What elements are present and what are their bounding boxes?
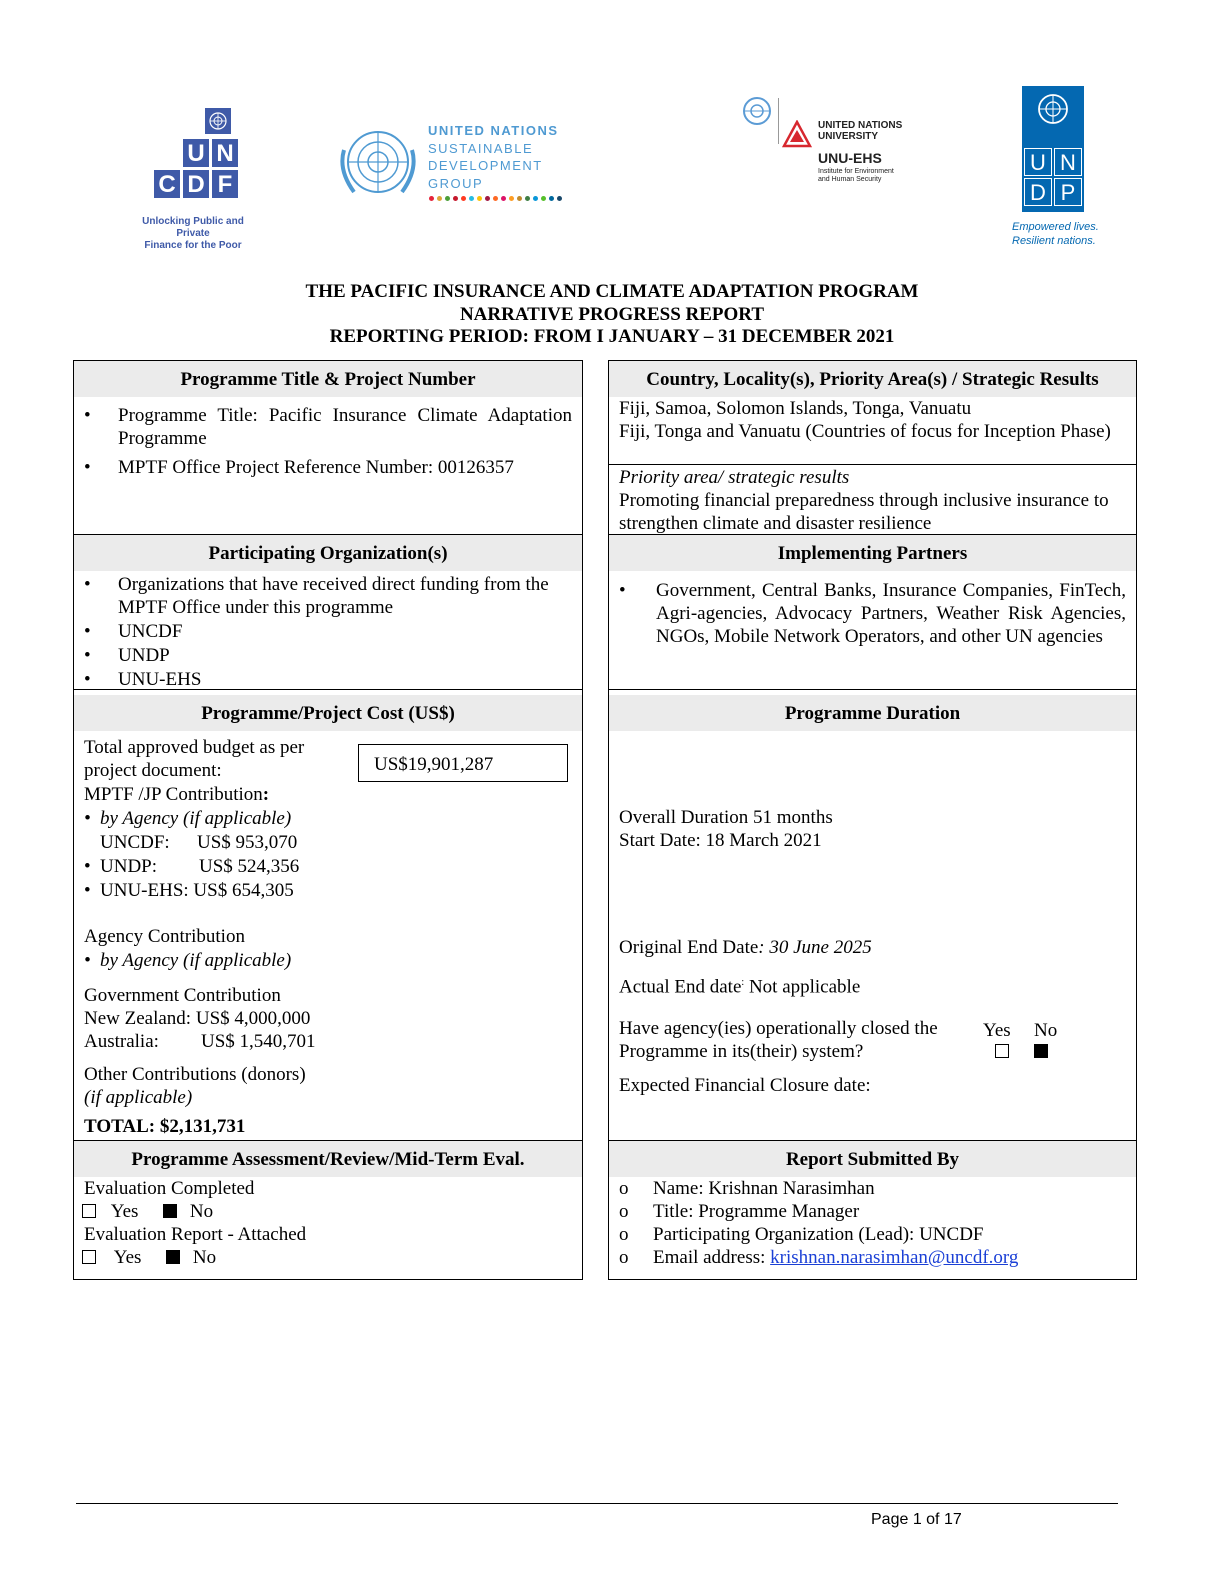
closed-question: Have agency(ies) operationally closed the Programme in its(their) system?	[619, 1018, 938, 1062]
implementing-partners-header: Implementing Partners	[609, 535, 1136, 571]
submitter-org: o Participating Organization (Lead): UNCDF	[609, 1223, 1126, 1246]
assessment-header: Programme Assessment/Review/Mid-Term Eval.	[74, 1141, 582, 1177]
sdg-dot	[517, 196, 522, 201]
right-column	[608, 360, 1137, 1280]
sdg-dot	[525, 196, 530, 201]
uncdf-contribution: UNCDF: US$ 953,070	[100, 832, 298, 853]
project-reference-item: • MPTF Office Project Reference Number: 00126357	[74, 456, 572, 479]
undp-contribution: • UNDP: US$ 524,356	[74, 855, 299, 878]
participating-org-item: • UNU-EHS	[74, 668, 572, 691]
eval-completed-yes-checkbox[interactable]	[82, 1204, 96, 1218]
actual-end-date: Actual End date: Not applicable	[619, 976, 861, 998]
closed-no-label: No	[1034, 1020, 1058, 1041]
unu-line5: and Human Security	[818, 176, 882, 183]
uncdf-letter: C	[154, 170, 180, 198]
submitter-title: o Title: Programme Manager	[609, 1200, 1126, 1223]
unsdg-line4: GROUP	[428, 175, 484, 191]
by-agency-label-2: • by Agency (if applicable)	[74, 949, 291, 972]
country-list: Fiji, Samoa, Solomon Islands, Tonga, Vanuatu	[619, 398, 972, 419]
other-contributions-sub: (if applicable)	[84, 1087, 193, 1108]
undp-letter: D	[1024, 178, 1052, 206]
start-date: Start Date: 18 March 2021	[619, 830, 822, 851]
unu-line3: UNU-EHS	[818, 150, 882, 166]
sdg-dot	[501, 196, 506, 201]
heading-line2: NARRATIVE PROGRESS REPORT	[459, 303, 765, 325]
un-emblem-icon	[205, 108, 231, 134]
closed-no-checkbox[interactable]	[1034, 1044, 1048, 1058]
sdg-dot	[557, 196, 562, 201]
participating-org-item: • UNCDF	[74, 620, 572, 643]
closed-yes-checkbox[interactable]	[995, 1044, 1009, 1058]
eval-report-no-checkbox[interactable]	[166, 1250, 180, 1264]
uncdf-tagline: Unlocking Public and Private Finance for the Poor	[142, 216, 244, 251]
un-emblem-icon	[740, 96, 774, 126]
page-number: Page 1 of 17	[871, 1511, 962, 1528]
submitter-name: o Name: Krishnan Narasimhan	[609, 1177, 1126, 1200]
mptf-contribution-label: MPTF /JP Contribution:	[84, 784, 270, 805]
overall-duration: Overall Duration 51 months	[619, 807, 833, 828]
uncdf-letter: N	[212, 139, 238, 167]
email-link[interactable]: krishnan.narasimhan@uncdf.org	[770, 1247, 1019, 1268]
total-contribution: TOTAL: $2,131,731	[84, 1116, 246, 1137]
sdg-dot	[445, 196, 450, 201]
submitted-by-header: Report Submitted By	[609, 1141, 1136, 1177]
unsdg-logo	[336, 120, 576, 210]
eval-completed-no-checkbox[interactable]	[163, 1204, 177, 1218]
sdg-dot	[541, 196, 546, 201]
participating-org-item: • UNDP	[74, 644, 572, 667]
implementing-partners-item: • Government, Central Banks, Insurance Companies, FinTech, Agri-agencies, Advocacy Partners, Weather Risk Agencies, NGOs, Mobile Network Operators, and other UN agencies	[609, 579, 1126, 648]
heading-line3: REPORTING PERIOD: FROM I JANUARY – 31 DECEMBER 2021	[329, 326, 895, 347]
uncdf-letter: D	[183, 170, 209, 198]
submitter-email: o Email address: krishnan.narasimhan@uncdf.org	[609, 1246, 1126, 1269]
unu-ehs-logo	[740, 96, 930, 196]
sdg-dot	[477, 196, 482, 201]
sdg-color-dots	[429, 196, 562, 201]
unu-mark-icon	[782, 120, 812, 150]
unsdg-line2: SUSTAINABLE	[428, 140, 534, 156]
left-column	[73, 360, 583, 1280]
evaluation-report-options: Yes No	[82, 1246, 216, 1269]
by-agency-label: • by Agency (if applicable)	[74, 807, 291, 830]
sdg-dot	[469, 196, 474, 201]
sdg-dot	[485, 196, 490, 201]
footer-divider	[76, 1503, 1118, 1504]
evaluation-report-label: Evaluation Report - Attached	[84, 1224, 307, 1245]
uncdf-letter: F	[212, 170, 238, 198]
duration-header: Programme Duration	[609, 695, 1136, 731]
focus-countries: Fiji, Tonga and Vanuatu (Countries of focus for Inception Phase)	[619, 421, 1111, 442]
undp-logo	[1012, 86, 1112, 256]
uncdf-letter: U	[183, 139, 209, 167]
undp-tagline: Empowered lives. Resilient nations.	[1012, 221, 1099, 247]
sdg-dot	[429, 196, 434, 201]
unsdg-line3: DEVELOPMENT	[428, 158, 543, 173]
sdg-dot	[533, 196, 538, 201]
heading-line1: THE PACIFIC INSURANCE AND CLIMATE ADAPTATION PROGRAM	[305, 281, 919, 302]
sdg-dot	[437, 196, 442, 201]
country-header: Country, Locality(s), Priority Area(s) / Strategic Results	[609, 361, 1136, 397]
financial-closure-date: Expected Financial Closure date:	[619, 1075, 871, 1096]
report-heading	[0, 281, 1224, 349]
undp-letter: P	[1054, 178, 1082, 206]
unu-line1: UNITED NATIONS	[818, 120, 903, 131]
evaluation-completed-options: Yes No	[82, 1200, 213, 1223]
sdg-dot	[493, 196, 498, 201]
priority-area-label: Priority area/ strategic results	[619, 467, 850, 488]
priority-area-text: Promoting financial preparedness through inclusive insurance to strengthen climate and disaster resilience	[619, 490, 1109, 534]
closed-yes-label: Yes	[983, 1020, 1011, 1041]
programme-title-header: Programme Title & Project Number	[74, 361, 582, 397]
participating-org-header: Participating Organization(s)	[74, 535, 582, 571]
undp-letter: U	[1024, 148, 1052, 176]
sdg-dot	[461, 196, 466, 201]
unu-line2: UNIVERSITY	[818, 131, 879, 142]
unuehs-contribution: • UNU-EHS: US$ 654,305	[74, 879, 294, 902]
nz-contribution: New Zealand: US$ 4,000,000	[84, 1008, 311, 1029]
eval-report-yes-checkbox[interactable]	[82, 1250, 96, 1264]
original-end-date: Original End Date: 30 June 2025	[619, 937, 872, 958]
undp-letter: N	[1054, 148, 1082, 176]
evaluation-completed-label: Evaluation Completed	[84, 1178, 255, 1199]
un-wreath-icon	[336, 120, 420, 204]
budget-label: Total approved budget as per project document:	[84, 737, 305, 781]
sdg-dot	[549, 196, 554, 201]
programme-title-item: • Programme Title: Pacific Insurance Climate Adaptation Programme	[74, 404, 572, 450]
un-emblem-icon	[1036, 92, 1070, 132]
au-contribution: Australia: US$ 1,540,701	[84, 1031, 316, 1052]
unu-line4: Institute for Environment	[818, 168, 894, 175]
cost-header: Programme/Project Cost (US$)	[74, 695, 582, 731]
unsdg-line1: UNITED NATIONS	[428, 123, 559, 138]
other-contributions-label: Other Contributions (donors)	[84, 1064, 306, 1085]
uncdf-logo	[128, 106, 258, 251]
participating-org-item: • Organizations that have received direct funding from the MPTF Office under this programme	[74, 573, 572, 619]
government-contribution-label: Government Contribution	[84, 985, 281, 1006]
agency-contribution-label: Agency Contribution	[84, 926, 245, 947]
budget-value-field: US$19,901,287	[358, 744, 568, 782]
sdg-dot	[509, 196, 514, 201]
sdg-dot	[453, 196, 458, 201]
